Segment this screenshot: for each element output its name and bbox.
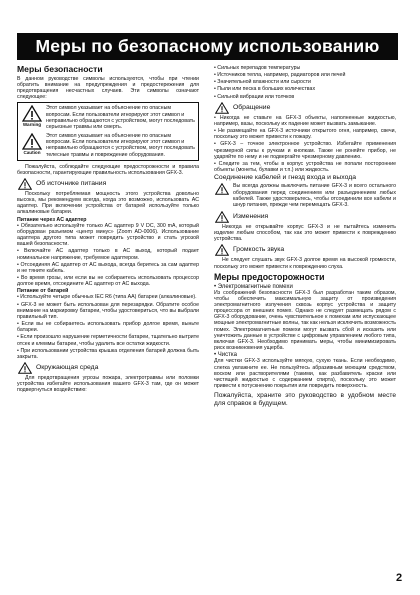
handling-item: • Никогда не ставьте на GFX-3 объекты, наполненные жидкостью, например, вазы, поскольку их падение может вызвать замыкание. bbox=[214, 114, 396, 127]
battery-item: • Если произошло нарушение герметичности батареи, тщательно вытрите отсек и клеммы батареи, чтобы удалить все остатки жидкости. bbox=[17, 334, 199, 347]
ac-item: • Отсоединяя AC адаптер от AC выхода, всегда беритесь за сам адаптер и не тяните кабель. bbox=[17, 261, 199, 274]
cables-section-heading bbox=[214, 175, 396, 181]
ac-item: • Включайте AC адаптер только в AC выход, который подает номинальное напряжение, требуемое адаптером. bbox=[17, 248, 199, 261]
cables-title: Соединение кабелей и гнезд входа и выхода bbox=[214, 174, 356, 182]
ac-title: Питание через AC адаптер bbox=[17, 216, 87, 223]
ac-item: • Обязательно используйте только AC адаптер 9 V DC, 300 mA, который оборудован разъемом «центр минус» (Zoom AD-0006). Использование адаптера другого типа может повредить устройство и стать угрозой вашей безопасности. bbox=[17, 222, 199, 248]
cables-block bbox=[214, 183, 396, 209]
safety-intro: В данном руководстве символы используются, чтобы при чтении обратить внимание на предупреждения и предостережения для предотвращения несчастных случаев. Эти символы означают следующее: bbox=[17, 75, 199, 101]
battery-item: • При использовании устройства крышка отделения батарей должна быть закрыта. bbox=[17, 347, 199, 360]
warning-text: Этот символ указывает на объяснение по опасным вопросам. Если пользователи игнорируют этот символ и неправильно обращаются с устройством, могут последовать серьезные травмы или смерть. bbox=[46, 105, 195, 130]
warning-label: Warning bbox=[22, 122, 42, 128]
handling-title: Обращение bbox=[233, 103, 271, 111]
symbols-box bbox=[17, 102, 199, 160]
alterations-text: Никогда не открывайте корпус GFX-3 и не пытайтесь изменить изделие любым способом, так как это может привести к повреждению устройства. bbox=[214, 223, 396, 243]
keep-manual-note: Пожалуйста, храните это руководство в удобном месте для справок в будущем. bbox=[214, 392, 396, 407]
cleaning-title: • Чистка bbox=[214, 352, 237, 359]
caution-row bbox=[21, 133, 195, 158]
battery-title: Питание от батарей bbox=[17, 288, 69, 295]
warning-symbol bbox=[21, 105, 43, 127]
caution-label: Caution bbox=[23, 150, 41, 156]
caution-symbol bbox=[21, 133, 43, 155]
page-number: 2 bbox=[396, 572, 403, 584]
cables-text: Вы всегда должны выключить питание GFX-3 и всего остального оборудования перед соединением или разъединением любых кабелей. Также удостоверьтесь, чтобы отсоединили все кабели и шнур питания, прежде чем перемещать GFX-3. bbox=[233, 183, 396, 208]
volume-section-heading bbox=[214, 244, 396, 256]
follow-text: Пожалуйста, соблюдайте следующие предосторожности и правила безопасности, гарантирующие правильность использования GFX-3. bbox=[17, 163, 199, 176]
warning-triangle-icon bbox=[22, 105, 42, 122]
environment-title: Окружающая среда bbox=[36, 363, 99, 371]
safety-heading: Меры безопасности bbox=[17, 64, 103, 74]
environment-item: • Сильной вибрации или толчков bbox=[214, 93, 295, 100]
caution-icon bbox=[214, 244, 230, 256]
volume-title: Громкость звука bbox=[233, 246, 285, 254]
cleaning-text: Для чистки GFX-3 используйте мягкую, сухую ткань. Если необходимо, слегка увлажните ее. Не пользуйтесь абразивным моющим средством, воском или растворителями (такими, как разбавитель краски или чистящей жидкостью с содержанием спирта), поскольку это может привести к потускнению покрытия или повредить поверхность. bbox=[214, 358, 396, 390]
handling-item: • Не размещайте на GFX-3 источники открытого огня, например, свечи, поскольку это может привести к пожару. bbox=[214, 128, 396, 141]
ac-item: • Во время грозы, или если вы не собираетесь использовать процессор долгое время, отсоедините AC адаптер от AC выхода. bbox=[17, 275, 199, 288]
environment-item: • Сильных перепадов температуры bbox=[214, 65, 301, 71]
handling-item: • GFX-3 – точное электронное устройство. Избегайте применения чрезмерной силы к ручкам и кнопкам. Также не роняйте прибор, не ударяйте по нему и не подвергайте чрезмерному давлению. bbox=[214, 141, 396, 160]
power-text: Поскольку потребляемая мощность этого устройства довольно высока, мы рекомендуем всегда, когда это возможно, использовать AC адаптер. При включении устройства от батарей используйте только алкалиновые батареи. bbox=[17, 190, 199, 216]
caution-icon bbox=[214, 183, 230, 195]
battery-item: • Если вы не собираетесь использовать прибор долгое время, выньте батареи. bbox=[17, 321, 199, 334]
battery-item: • GFX-3 не может быть использован для перезарядки. Обратите особое внимание на маркировку батареи, чтобы удостовериться, что вы выбрали правильный тип. bbox=[17, 301, 199, 320]
power-title: Об источнике питания bbox=[36, 179, 107, 187]
emi-text: Из соображений безопасности GFX-3 был разработан таким образом, чтобы обеспечить максимальную защиту от произведения электромагнитного излучения сквозь корпус устройства и защиту процессора от внешних помех. Однако не следует размещать рядом с GFX-3 оборудование, очень чувствительное к помехам или испускающее мощные электромагнитные волны, так как нельзя исключить возможность помех. Электромагнитные помехи могут вызвать сбой и исказить или уничтожить данные в устройстве с цифровым управлением любого типа, включая GFX-3. Необходимо принимать меры, чтобы минимизировать риск возникновения ущерба. bbox=[214, 289, 396, 352]
left-column bbox=[17, 65, 199, 395]
environment-item: • Пыли или песка в больших количествах bbox=[214, 86, 316, 93]
environment-section-heading bbox=[17, 362, 199, 374]
care-heading: Меры предосторожности bbox=[214, 271, 325, 282]
volume-text: Не следует слушать звук GFX-3 долгое время на высокой громкости, поскольку это может привести к повреждению слуха. bbox=[214, 257, 396, 270]
alterations-section-heading bbox=[214, 211, 396, 223]
warning-icon bbox=[17, 178, 33, 190]
page-title: Меры по безопасному использованию bbox=[35, 36, 380, 56]
handling-item: • Следите за тем, чтобы в корпус устройства не попали посторонние объекты (монеты, булавки и т.п.) или жидкость. bbox=[214, 160, 396, 174]
environment-item: • Источников тепла, например, радиаторов или печей bbox=[214, 72, 346, 79]
caution-icon bbox=[214, 102, 230, 114]
caution-icon bbox=[17, 362, 33, 374]
battery-item: • Используйте четыре обычных IEC R6 (типа AA) батареи (алкалиновые). bbox=[17, 294, 197, 301]
page-title-banner bbox=[17, 33, 398, 60]
environment-item: • Значительной влажности или сырости bbox=[214, 79, 311, 86]
right-column bbox=[214, 65, 396, 408]
environment-text: Для предотвращения угрозы пожара, электротравмы или поломки устройства избегайте использования вашего GFX-3 там, где он может подвергнуться воздействию: bbox=[17, 375, 199, 394]
warning-row bbox=[21, 105, 195, 130]
caution-text: Этот символ указывает на объяснение по опасным вопросам. Если пользователи игнорируют этот символ и неправильно обращаются с устройством, могут последовать телесные травмы и повреждение оборудования. bbox=[46, 133, 195, 158]
handling-section-heading bbox=[214, 102, 396, 114]
warning-icon bbox=[214, 211, 230, 223]
alterations-title: Изменения bbox=[233, 212, 269, 220]
emi-title: • Электромагнитные помехи bbox=[214, 283, 293, 290]
power-section-heading bbox=[17, 178, 199, 190]
caution-triangle-icon bbox=[22, 133, 42, 150]
